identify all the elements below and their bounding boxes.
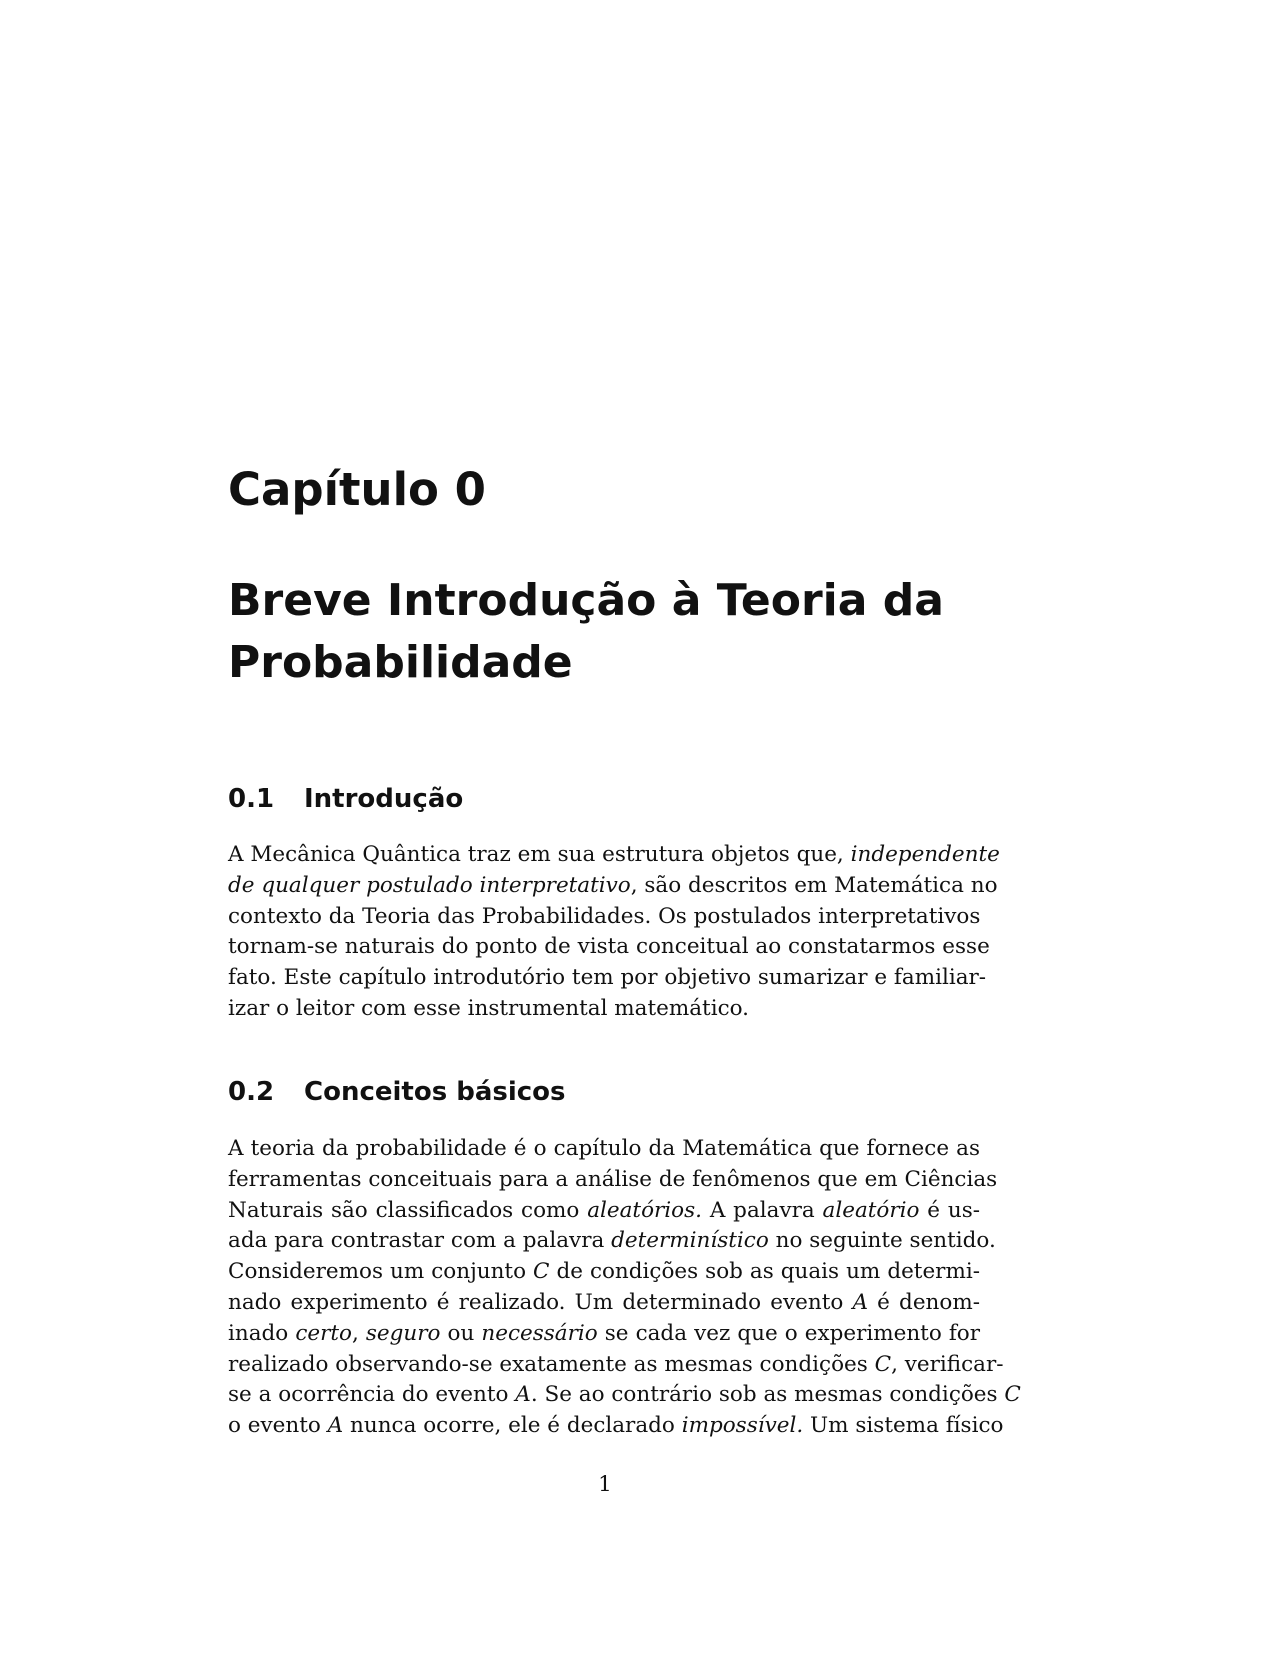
text-run: A palavra: [701, 1197, 823, 1223]
emphasis-text: determinístico: [611, 1228, 769, 1254]
emphasis-text: aleatório: [822, 1197, 920, 1223]
text-line: [228, 1411, 1004, 1442]
text-line: [228, 963, 987, 994]
emphasis-text: necessário: [481, 1320, 598, 1346]
text-line: [228, 1319, 980, 1350]
section-number: 0.1: [228, 784, 275, 814]
text-run: nado experimento é realizado. Um determinado evento: [228, 1289, 853, 1315]
text-line: [228, 1134, 980, 1165]
math-symbol: C: [1004, 1382, 1021, 1408]
text-run: , são descritos em Matemática no: [630, 872, 998, 898]
text-line: [228, 871, 998, 902]
text-run: se a ocorrência do evento: [228, 1382, 516, 1408]
text-run: , verificar-: [891, 1351, 1004, 1377]
text-run: nunca ocorre, ele é declarado: [343, 1413, 682, 1439]
text-run: é denom-: [868, 1289, 980, 1315]
text-run: no seguinte sentido.: [768, 1228, 996, 1254]
section-title: Introdução: [304, 784, 464, 814]
text-run: ou: [440, 1320, 482, 1346]
paragraph-introducao: [228, 840, 1000, 1025]
text-line: [228, 1257, 980, 1288]
math-symbol: C: [533, 1259, 550, 1285]
text-run: o evento: [228, 1413, 328, 1439]
text-run: fato. Este capítulo introdutório tem por objetivo sumarizar e familiar-: [228, 965, 987, 991]
text-run: contexto da Teoria das Probabilidades. Os postulados interpretativos: [228, 903, 981, 929]
text-run: inado: [228, 1320, 296, 1346]
text-run: ,: [351, 1320, 366, 1346]
text-run: se cada vez que o experimento for: [597, 1320, 980, 1346]
math-symbol: A: [327, 1413, 344, 1439]
emphasis-text: certo: [295, 1320, 352, 1346]
text-run: tornam-se naturais do ponto de vista conceitual ao constatarmos esse: [228, 934, 990, 960]
section-number: 0.2: [228, 1077, 275, 1107]
text-line: [228, 1288, 980, 1319]
text-line: [228, 932, 990, 963]
text-run: Naturais são classificados como: [228, 1197, 588, 1223]
text-run: ferramentas conceituais para a análise de fenômenos que em Ciências: [228, 1166, 998, 1192]
text-line: [228, 1196, 980, 1227]
text-line: [228, 902, 980, 933]
text-run: izar o leitor com esse instrumental matemático.: [228, 995, 750, 1021]
paragraph-conceitos-basicos: [228, 1134, 1021, 1442]
emphasis-text: de qualquer postulado interpretativo: [228, 872, 631, 898]
text-line: [228, 1350, 1004, 1381]
chapter-title: Breve Introdução à Teoria da Probabilidade: [228, 575, 944, 688]
emphasis-text: independente: [850, 842, 1000, 867]
section-heading-introducao: [228, 782, 463, 816]
text-line: [228, 1165, 998, 1196]
math-symbol: A: [515, 1382, 531, 1408]
text-run: Consideremos um conjunto: [228, 1259, 534, 1285]
text-run: de condições sob as quais um determi-: [549, 1259, 980, 1285]
emphasis-text: aleatórios.: [587, 1197, 702, 1223]
text-run: A Mecânica Quântica traz em sua estrutura objetos que,: [228, 842, 851, 867]
text-run: . Se ao contrário sob as mesmas condições: [530, 1382, 1005, 1408]
text-line: [228, 1226, 996, 1257]
text-line: [228, 840, 1000, 871]
emphasis-text: seguro: [365, 1320, 441, 1346]
chapter-label: Capítulo 0: [228, 463, 486, 516]
page-number: 1: [598, 1472, 612, 1497]
text-run: ada para contrastar com a palavra: [228, 1228, 612, 1254]
text-run: A teoria da probabilidade é o capítulo da Matemática que fornece as: [228, 1136, 980, 1161]
text-line: [228, 1380, 1021, 1411]
text-line: [228, 994, 980, 1025]
math-symbol: C: [874, 1351, 892, 1377]
section-heading-conceitos-basicos: [228, 1075, 566, 1109]
section-title: Conceitos básicos: [304, 1077, 566, 1107]
text-run: é us-: [919, 1197, 980, 1223]
text-run: Um sistema físico: [803, 1413, 1004, 1439]
emphasis-text: impossível.: [681, 1413, 804, 1439]
math-symbol: A: [852, 1289, 868, 1315]
text-run: realizado observando-se exatamente as mesmas condições: [228, 1351, 875, 1377]
